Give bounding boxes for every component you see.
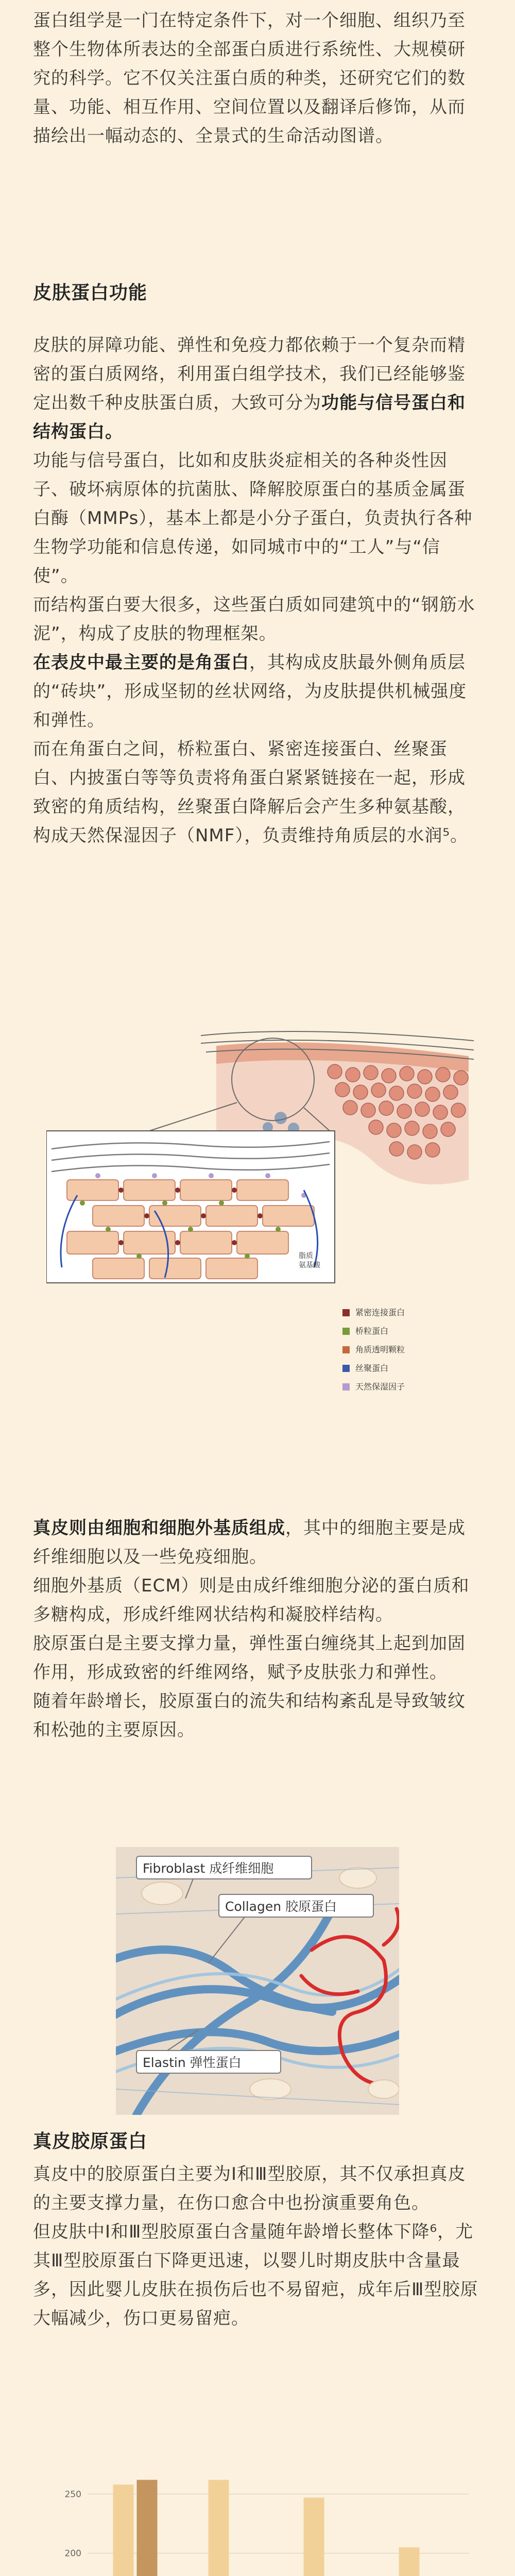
section2-paragraph-2: 细胞外基质（ECM）则是由成纤维细胞分泌的蛋白质和多糖构成，形成纤维网状结构和凝胶样结构。 [33, 1575, 470, 1625]
legend-label: 桥粒蛋白 [355, 1326, 389, 1336]
section1-paragraph-4: 在表皮中最主要的是角蛋白，其构成皮肤最外侧角质层的“砖块”，形成坚韧的丝状网络，为皮肤提供机械强度和弹性。 [33, 652, 467, 731]
collagen-chart-svg [52, 2450, 479, 2576]
section2-body [33, 1514, 482, 1744]
section3-paragraph-1: 真皮中的胶原蛋白主要为Ⅰ和Ⅲ型胶原，其不仅承担真皮的主要支撑力量，在伤口愈合中也扮演重要角色。 [33, 2164, 466, 2213]
section2-paragraph-4: 随着年龄增长，胶原蛋白的流失和结构紊乱是导致皱纹和松弛的主要原因。 [33, 1691, 466, 1740]
y-tick-label: 250 [64, 2489, 81, 2500]
diagram-legend [342, 1308, 405, 1392]
bar [304, 2498, 324, 2576]
elastin-label [136, 2050, 281, 2073]
svg-text:Collagen 胶原蛋白: Collagen 胶原蛋白 [225, 1899, 337, 1914]
legend-swatch [342, 1309, 350, 1316]
dermis-fiber-svg [116, 1847, 399, 2115]
section2-paragraph-3: 胶原蛋白是主要支撑力量，弹性蛋白缠绕其上起到加固作用，形成致密的纤维网络，赋予皮肤张力和弹性。 [33, 1633, 466, 1683]
legend-swatch [342, 1328, 350, 1335]
collagen-by-age-chart [52, 2450, 479, 2576]
legend-label: 丝聚蛋白 [355, 1363, 389, 1373]
legend-label: 紧密连接蛋白 [355, 1308, 405, 1317]
section2-paragraph-1: 真皮则由细胞和细胞外基质组成，其中的细胞主要是成纤维细胞以及一些免疫细胞。 [33, 1518, 466, 1567]
section1-paragraph-1: 皮肤的屏障功能、弹性和免疫力都依赖于一个复杂而精密的蛋白质网络，利用蛋白组学技术，我们已经能够鉴定出数千种皮肤蛋白质，大致可分为功能与信号蛋白和结构蛋白。 [33, 335, 466, 442]
section3-paragraph-2: 但皮肤中Ⅰ和Ⅲ型胶原蛋白含量随年龄增长整体下降⁶，尤其Ⅲ型胶原蛋白下降更迅速，以婴儿时期皮肤中含量最多，因此婴儿皮肤在损伤后也不易留疤，成年后Ⅲ型胶原大幅减少，伤口更易留疤。 [33, 2222, 478, 2329]
section1-paragraph-3: 而结构蛋白要大很多，这些蛋白质如同建筑中的“钢筋水泥”，构成了皮肤的物理框架。 [33, 595, 475, 644]
epidermis-diagram-svg [46, 1025, 474, 1479]
bar [209, 2480, 229, 2576]
section3-body [33, 2160, 482, 2333]
legend-swatch [342, 1365, 350, 1372]
legend-swatch [342, 1346, 350, 1353]
section-heading-dermis-collagen: 真皮胶原蛋白 [33, 2131, 148, 2152]
fibroblast-label [136, 1856, 312, 1879]
section-heading-skin-protein-function: 皮肤蛋白功能 [33, 282, 148, 303]
legend-label: 天然保湿因子 [355, 1382, 405, 1392]
section1-body [33, 331, 482, 850]
bar [137, 2480, 158, 2576]
epidermis-structure-diagram [46, 1025, 474, 1479]
dermis-fiber-illustration [116, 1847, 399, 2115]
bar [113, 2485, 134, 2576]
collagen-label [219, 1894, 373, 1917]
legend-swatch [342, 1383, 350, 1391]
section1-paragraph-2: 功能与信号蛋白，比如和皮肤炎症相关的各种炎性因子、破坏病原体的抗菌肽、降解胶原蛋白的基质金属蛋白酶（MMPs），基本上都是小分子蛋白，负责执行各种生物学功能和信息传递，如同城市中的“工人”与“信使”。 [33, 450, 473, 586]
bar [399, 2547, 420, 2576]
legend-label: 角质透明颗粒 [355, 1345, 405, 1354]
intro-paragraph: 蛋白组学是一门在特定条件下，对一个细胞、组织乃至整个生物体所表达的全部蛋白质进行系统性、大规模研究的科学。它不仅关注蛋白质的种类，还研究它们的数量、功能、相互作用、空间位置以及翻译后修饰，从而描绘出一幅动态的、全景式的生命活动图谱。 [33, 10, 466, 146]
stratum-corneum-zoom-panel [46, 1131, 335, 1283]
svg-text:Fibroblast 成纤维细胞: Fibroblast 成纤维细胞 [143, 1861, 274, 1876]
section1-paragraph-5: 而在角蛋白之间，桥粒蛋白、紧密连接蛋白、丝聚蛋白、内披蛋白等等负责将角蛋白紧紧链接在一起，形成致密的角质结构，丝聚蛋白降解后会产生多种氨基酸，构成天然保湿因子（NMF），负责维持角质层的水润⁵。 [33, 739, 468, 846]
svg-text:Elastin 弹性蛋白: Elastin 弹性蛋白 [143, 2055, 242, 2070]
y-tick-label: 200 [64, 2548, 81, 2559]
lipid-amino-acid-label: 脂质氨基酸 [299, 1252, 320, 1269]
